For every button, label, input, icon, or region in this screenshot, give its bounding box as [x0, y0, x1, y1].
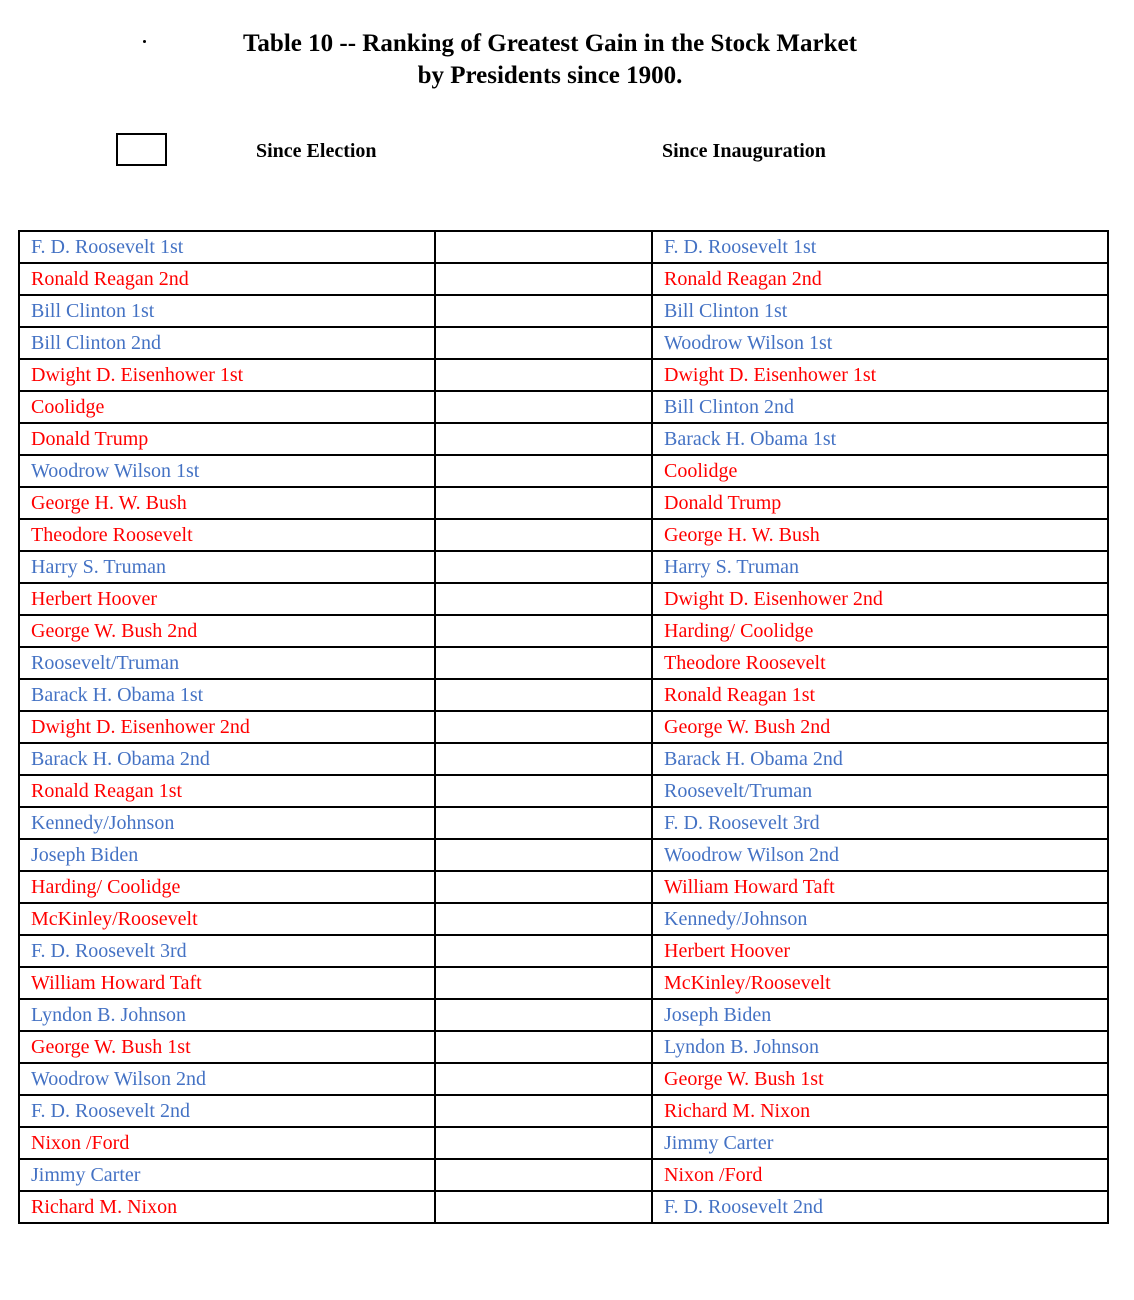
- table-row: [19, 359, 1108, 391]
- table-row: [19, 551, 1108, 583]
- blank-cell: [435, 679, 652, 711]
- table-row: [19, 1095, 1108, 1127]
- since-inauguration-cell: Dwight D. Eisenhower 1st: [652, 359, 1108, 391]
- since-election-cell: Coolidge: [19, 391, 435, 423]
- ranking-table: [18, 230, 1109, 1224]
- since-election-cell: William Howard Taft: [19, 967, 435, 999]
- table-row: [19, 583, 1108, 615]
- blank-cell: [435, 1095, 652, 1127]
- since-inauguration-cell: Coolidge: [652, 455, 1108, 487]
- table-row: [19, 839, 1108, 871]
- table-row: [19, 423, 1108, 455]
- table-title-line-2: by Presidents since 1900.: [417, 62, 683, 89]
- blank-cell: [435, 775, 652, 807]
- since-election-cell: Roosevelt/Truman: [19, 647, 435, 679]
- table-row: [19, 1159, 1108, 1191]
- table-row: [19, 647, 1108, 679]
- blank-cell: [435, 391, 652, 423]
- blank-cell: [435, 583, 652, 615]
- since-inauguration-cell: Woodrow Wilson 2nd: [652, 839, 1108, 871]
- blank-cell: [435, 647, 652, 679]
- table-row: [19, 295, 1108, 327]
- since-inauguration-cell: Joseph Biden: [652, 999, 1108, 1031]
- blank-cell: [435, 1063, 652, 1095]
- since-inauguration-cell: Nixon /Ford: [652, 1159, 1108, 1191]
- table-row: [19, 615, 1108, 647]
- since-election-cell: Barack H. Obama 2nd: [19, 743, 435, 775]
- table-row: [19, 1191, 1108, 1223]
- since-election-cell: George W. Bush 2nd: [19, 615, 435, 647]
- since-election-cell: Woodrow Wilson 1st: [19, 455, 435, 487]
- blank-cell: [435, 999, 652, 1031]
- table-row: [19, 999, 1108, 1031]
- table-row: [19, 391, 1108, 423]
- since-inauguration-cell: Lyndon B. Johnson: [652, 1031, 1108, 1063]
- blank-cell: [435, 359, 652, 391]
- table-row: [19, 679, 1108, 711]
- table-row: [19, 807, 1108, 839]
- since-inauguration-cell: Kennedy/Johnson: [652, 903, 1108, 935]
- blank-cell: [435, 743, 652, 775]
- since-inauguration-cell: Herbert Hoover: [652, 935, 1108, 967]
- since-election-header: Since Election: [256, 140, 377, 162]
- since-election-cell: F. D. Roosevelt 1st: [19, 231, 435, 263]
- blank-cell: [435, 871, 652, 903]
- since-election-cell: Herbert Hoover: [19, 583, 435, 615]
- empty-legend-box: [116, 133, 167, 166]
- blank-cell: [435, 935, 652, 967]
- table-row: [19, 327, 1108, 359]
- blank-cell: [435, 1159, 652, 1191]
- since-inauguration-cell: George W. Bush 2nd: [652, 711, 1108, 743]
- since-inauguration-cell: F. D. Roosevelt 3rd: [652, 807, 1108, 839]
- since-inauguration-cell: Ronald Reagan 2nd: [652, 263, 1108, 295]
- blank-cell: [435, 263, 652, 295]
- since-inauguration-cell: Bill Clinton 2nd: [652, 391, 1108, 423]
- table-row: [19, 1063, 1108, 1095]
- table-row: [19, 935, 1108, 967]
- since-inauguration-cell: William Howard Taft: [652, 871, 1108, 903]
- blank-cell: [435, 423, 652, 455]
- since-inauguration-header: Since Inauguration: [662, 140, 826, 162]
- since-inauguration-cell: Barack H. Obama 1st: [652, 423, 1108, 455]
- blank-cell: [435, 967, 652, 999]
- since-election-cell: Ronald Reagan 1st: [19, 775, 435, 807]
- blank-cell: [435, 903, 652, 935]
- blank-cell: [435, 487, 652, 519]
- blank-cell: [435, 327, 652, 359]
- since-election-cell: Theodore Roosevelt: [19, 519, 435, 551]
- since-inauguration-cell: Richard M. Nixon: [652, 1095, 1108, 1127]
- since-election-cell: Woodrow Wilson 2nd: [19, 1063, 435, 1095]
- since-inauguration-cell: Theodore Roosevelt: [652, 647, 1108, 679]
- since-election-cell: F. D. Roosevelt 3rd: [19, 935, 435, 967]
- table-title: [140, 28, 960, 92]
- table-row: [19, 743, 1108, 775]
- since-inauguration-cell: George W. Bush 1st: [652, 1063, 1108, 1095]
- blank-cell: [435, 551, 652, 583]
- table-row: [19, 775, 1108, 807]
- since-inauguration-cell: Donald Trump: [652, 487, 1108, 519]
- blank-cell: [435, 295, 652, 327]
- blank-cell: [435, 839, 652, 871]
- since-election-cell: Kennedy/Johnson: [19, 807, 435, 839]
- since-inauguration-cell: Jimmy Carter: [652, 1127, 1108, 1159]
- since-inauguration-cell: Ronald Reagan 1st: [652, 679, 1108, 711]
- since-inauguration-cell: Dwight D. Eisenhower 2nd: [652, 583, 1108, 615]
- since-election-cell: George H. W. Bush: [19, 487, 435, 519]
- since-election-cell: George W. Bush 1st: [19, 1031, 435, 1063]
- blank-cell: [435, 231, 652, 263]
- blank-cell: [435, 519, 652, 551]
- since-inauguration-cell: Bill Clinton 1st: [652, 295, 1108, 327]
- since-election-cell: Jimmy Carter: [19, 1159, 435, 1191]
- ranking-table-body: [19, 231, 1108, 1223]
- since-election-cell: Donald Trump: [19, 423, 435, 455]
- table-row: [19, 1031, 1108, 1063]
- table-row: [19, 519, 1108, 551]
- since-election-cell: Harding/ Coolidge: [19, 871, 435, 903]
- since-election-cell: Bill Clinton 1st: [19, 295, 435, 327]
- since-election-cell: Ronald Reagan 2nd: [19, 263, 435, 295]
- table-row: [19, 711, 1108, 743]
- blank-cell: [435, 615, 652, 647]
- since-election-cell: Dwight D. Eisenhower 1st: [19, 359, 435, 391]
- table-row: [19, 455, 1108, 487]
- since-election-cell: Joseph Biden: [19, 839, 435, 871]
- table-row: [19, 871, 1108, 903]
- since-inauguration-cell: George H. W. Bush: [652, 519, 1108, 551]
- since-election-cell: F. D. Roosevelt 2nd: [19, 1095, 435, 1127]
- since-inauguration-cell: McKinley/Roosevelt: [652, 967, 1108, 999]
- since-election-cell: Barack H. Obama 1st: [19, 679, 435, 711]
- since-inauguration-cell: Harry S. Truman: [652, 551, 1108, 583]
- blank-cell: [435, 1031, 652, 1063]
- since-election-cell: Richard M. Nixon: [19, 1191, 435, 1223]
- since-inauguration-cell: Harding/ Coolidge: [652, 615, 1108, 647]
- since-election-cell: Nixon /Ford: [19, 1127, 435, 1159]
- since-inauguration-cell: F. D. Roosevelt 1st: [652, 231, 1108, 263]
- blank-cell: [435, 455, 652, 487]
- table-row: [19, 967, 1108, 999]
- since-election-cell: Lyndon B. Johnson: [19, 999, 435, 1031]
- since-election-cell: Dwight D. Eisenhower 2nd: [19, 711, 435, 743]
- since-election-cell: McKinley/Roosevelt: [19, 903, 435, 935]
- blank-cell: [435, 807, 652, 839]
- table-row: [19, 903, 1108, 935]
- since-inauguration-cell: F. D. Roosevelt 2nd: [652, 1191, 1108, 1223]
- since-inauguration-cell: Woodrow Wilson 1st: [652, 327, 1108, 359]
- table-title-line-1: Table 10 -- Ranking of Greatest Gain in the Stock Market: [243, 30, 857, 57]
- table-row: [19, 231, 1108, 263]
- since-inauguration-cell: Barack H. Obama 2nd: [652, 743, 1108, 775]
- since-election-cell: Bill Clinton 2nd: [19, 327, 435, 359]
- table-row: [19, 487, 1108, 519]
- since-inauguration-cell: Roosevelt/Truman: [652, 775, 1108, 807]
- blank-cell: [435, 1127, 652, 1159]
- blank-cell: [435, 711, 652, 743]
- blank-cell: [435, 1191, 652, 1223]
- table-row: [19, 263, 1108, 295]
- since-election-cell: Harry S. Truman: [19, 551, 435, 583]
- table-row: [19, 1127, 1108, 1159]
